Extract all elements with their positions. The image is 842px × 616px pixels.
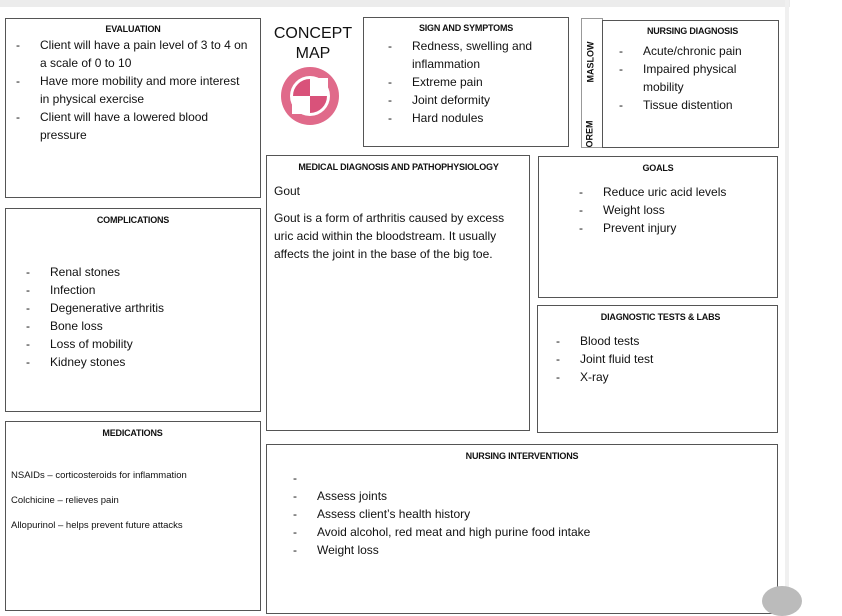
- list-item: - Joint deformity: [388, 91, 560, 109]
- list-item: - Assess client’s health history: [293, 505, 771, 523]
- maslow-orem-strip: [581, 18, 603, 148]
- list-item: - Redness, swelling and inflammation: [388, 37, 560, 73]
- list-item: - Loss of mobility: [26, 335, 252, 353]
- title-line2: MAP: [295, 45, 331, 62]
- nursing-interventions-heading: NURSING INTERVENTIONS: [465, 451, 579, 461]
- list-item: - Reduce uric acid levels: [579, 183, 771, 201]
- nursing-diagnosis-heading: NURSING DIAGNOSIS: [646, 26, 739, 36]
- list-item: - Weight loss: [293, 541, 771, 559]
- list-item: - Assess joints: [293, 487, 771, 505]
- goals-heading: GOALS: [642, 163, 674, 173]
- list-item: - Avoid alcohol, red meat and high purine food intake: [293, 523, 771, 541]
- list-item: - Infection: [26, 281, 252, 299]
- nursing-diagnosis-list: [613, 42, 772, 114]
- list-item: - Bone loss: [26, 317, 252, 335]
- list-item: - Weight loss: [579, 201, 771, 219]
- list-item: - Client will have a pain level of 3 to 4 on a scale of 0 to 10: [16, 36, 252, 72]
- nursing-interventions-box: [266, 444, 778, 614]
- evaluation-box: [5, 18, 261, 198]
- maslow-label: MASLOW: [585, 41, 596, 83]
- medical-diagnosis-heading: MEDICAL DIAGNOSIS AND PATHOPHYSIOLOGY: [298, 162, 499, 172]
- list-item: - Impaired physical mobility: [619, 60, 772, 96]
- list-item: - Tissue distention: [619, 96, 772, 114]
- list-item: - Blood tests: [556, 332, 771, 350]
- medication-item: Colchicine – relieves pain: [11, 495, 119, 506]
- interventions-list: [293, 469, 771, 559]
- diagnostic-tests-list: [556, 332, 771, 386]
- evaluation-heading: EVALUATION: [105, 24, 161, 34]
- concept-map-title: [268, 24, 358, 64]
- nursing-diagnosis-box: [602, 20, 779, 148]
- evaluation-list: [16, 36, 252, 144]
- list-item: - Joint fluid test: [556, 350, 771, 368]
- list-item: - Prevent injury: [579, 219, 771, 237]
- diagnosis-name: Gout: [274, 184, 301, 198]
- medication-item: NSAIDs – corticosteroids for inflammation: [11, 470, 187, 481]
- signs-symptoms-box: [363, 17, 569, 147]
- complications-list: [26, 263, 252, 371]
- list-item: - Extreme pain: [388, 73, 560, 91]
- complications-box: [5, 208, 261, 412]
- list-item: - Client will have a lowered blood pressure: [16, 108, 252, 144]
- signs-list: [382, 37, 560, 127]
- top-band: [0, 0, 790, 7]
- medical-diagnosis-box: [266, 155, 530, 431]
- medications-box: [5, 421, 261, 611]
- list-item: - Renal stones: [26, 263, 252, 281]
- college-seal-logo: [280, 66, 340, 126]
- scroll-button[interactable]: [762, 586, 802, 616]
- list-item: - Acute/chronic pain: [619, 42, 772, 60]
- list-item: - Have more mobility and more interest in physical exercise: [16, 72, 252, 108]
- list-item: - X-ray: [556, 368, 771, 386]
- diagnostic-tests-box: [537, 305, 778, 433]
- orem-label: OREM: [584, 120, 595, 148]
- diagnostic-tests-heading: DIAGNOSTIC TESTS & LABS: [600, 312, 721, 322]
- list-item: - Hard nodules: [388, 109, 560, 127]
- medications-heading: MEDICATIONS: [102, 428, 163, 438]
- list-item: [293, 469, 771, 487]
- page-edge: [785, 0, 789, 595]
- list-item: - Degenerative arthritis: [26, 299, 252, 317]
- medication-item: Allopurinol – helps prevent future attacks: [11, 520, 183, 531]
- complications-heading: COMPLICATIONS: [96, 215, 170, 225]
- title-line1: CONCEPT: [273, 25, 353, 42]
- list-item: - Kidney stones: [26, 353, 252, 371]
- signs-heading: SIGN AND SYMPTOMS: [418, 23, 514, 33]
- pathophysiology-text: Gout is a form of arthritis caused by excess uric acid within the bloodstream. It usually affects the joint in the base of the big toe.: [274, 211, 505, 261]
- goals-box: [538, 156, 778, 298]
- goals-list: [579, 183, 771, 237]
